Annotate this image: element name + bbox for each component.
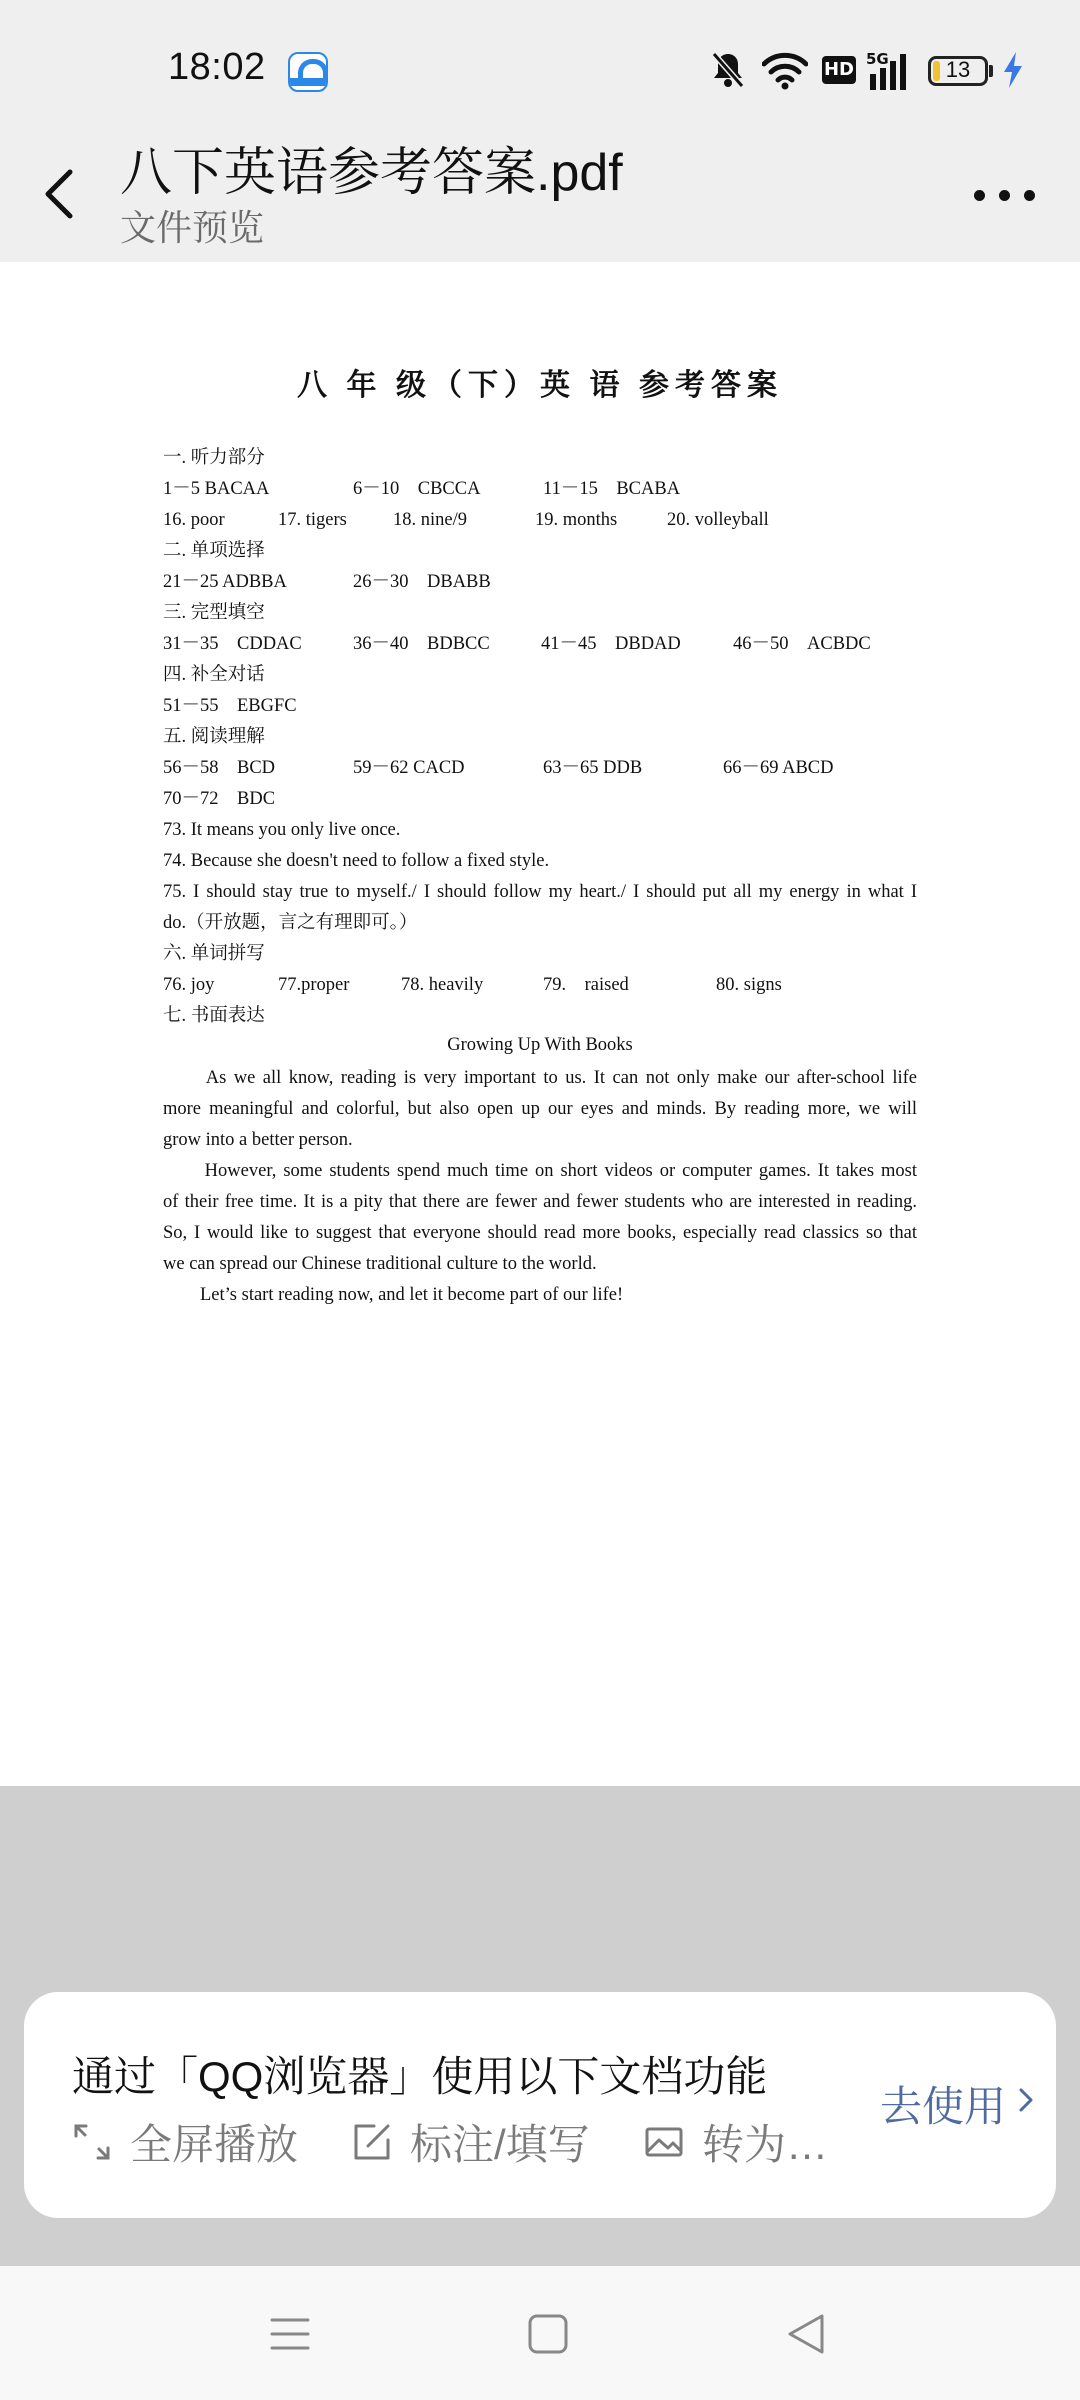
pdf-page[interactable] xyxy=(0,262,1080,1786)
status-time: 18:02 xyxy=(168,46,266,88)
essay-line: we can spread our Chinese traditional culture to the world. xyxy=(163,1254,597,1274)
answer-item: 78. heavily xyxy=(401,975,484,995)
menu-icon[interactable] xyxy=(266,2310,314,2358)
answer-item: 18. nine/9 xyxy=(393,510,467,530)
section-heading: 五. 阅读理解 xyxy=(163,727,265,747)
answer-item: 1－5 BACAA xyxy=(163,479,270,499)
fullscreen-icon xyxy=(72,2122,112,2162)
status-bar xyxy=(0,0,1080,140)
answer-row xyxy=(163,756,923,780)
answer-sentence: do.（开放题，言之有理即可。） xyxy=(163,913,418,933)
status-icons xyxy=(710,50,1040,94)
answer-item: 36－40 BDBCC xyxy=(353,634,490,654)
answer-item: 77.proper xyxy=(278,975,350,995)
wifi-icon xyxy=(762,50,808,90)
mute-bell-icon xyxy=(710,50,746,90)
prompt-title: 通过「QQ浏览器」使用以下文档功能 xyxy=(72,2053,768,2100)
feature-annotate[interactable] xyxy=(352,2112,612,2168)
edit-icon xyxy=(352,2122,392,2162)
answer-item: 66－69 ABCD xyxy=(723,758,834,778)
answer-item: 26－30 DBABB xyxy=(353,572,491,592)
app-header xyxy=(0,140,1080,262)
answer-item: 6－10 CBCCA xyxy=(353,479,481,499)
essay-line: of their free time. It is a pity that there are fewer and fewer students who are interested in reading. xyxy=(163,1192,917,1212)
battery-icon xyxy=(928,56,988,86)
feature-label: 全屏播放 xyxy=(130,2121,299,2168)
answer-row xyxy=(163,508,923,532)
image-icon xyxy=(644,2122,684,2162)
signal-5g-icon xyxy=(866,50,912,92)
battery-tip xyxy=(989,65,993,77)
answer-item: 59－62 CACD xyxy=(353,758,465,778)
answer-row xyxy=(163,973,923,997)
app-notification-icon xyxy=(288,52,328,92)
answer-row xyxy=(163,570,923,594)
answer-item: 63－65 DDB xyxy=(543,758,643,778)
back-arrow-icon xyxy=(30,154,90,234)
answer-item: 11－15 BCABA xyxy=(543,479,681,499)
feature-label: 标注/填写 xyxy=(410,2121,590,2168)
document-subtitle: 文件预览 xyxy=(120,207,265,248)
charging-icon xyxy=(1002,50,1024,90)
answer-item: 56－58 BCD xyxy=(163,758,276,778)
chevron-right-icon xyxy=(1016,2080,1036,2120)
answer-item: 16. poor xyxy=(163,510,225,530)
answer-item: 31－35 CDDAC xyxy=(163,634,302,654)
section-heading: 七. 书面表达 xyxy=(163,1006,265,1026)
battery-level: 13 xyxy=(945,57,971,82)
answer-row xyxy=(163,477,923,501)
more-icon xyxy=(974,190,985,201)
section-heading: 一. 听力部分 xyxy=(163,448,265,468)
essay-line: Let’s start reading now, and let it become part of our life! xyxy=(163,1285,624,1305)
answer-item: 21－25 ADBBA xyxy=(163,572,287,592)
feature-fullscreen[interactable] xyxy=(72,2112,312,2168)
document-heading: 八 年 级（下）英 语 参考答案 xyxy=(297,369,783,402)
go-use-button[interactable] xyxy=(880,2074,1006,2134)
answer-item: 76. joy xyxy=(163,975,215,995)
home-icon[interactable] xyxy=(524,2310,572,2358)
essay-line: more meaningful and colorful, but also open up our eyes and minds. By reading more, we will xyxy=(163,1099,917,1119)
answer-item: 51－55 EBGFC xyxy=(163,696,297,716)
answer-item: 20. volleyball xyxy=(667,510,769,530)
answer-sentence: 75. I should stay true to myself./ I should follow my heart./ I should put all my energy in what I xyxy=(163,882,917,902)
qq-browser-prompt-card[interactable] xyxy=(24,1992,1056,2218)
answer-sentence: 73. It means you only live once. xyxy=(163,820,401,840)
answer-row xyxy=(163,632,923,656)
answer-item: 41－45 DBDAD xyxy=(541,634,681,654)
hd-icon: HD xyxy=(822,56,856,84)
section-heading: 二. 单项选择 xyxy=(163,541,265,561)
back-button[interactable] xyxy=(30,154,90,234)
back-icon[interactable] xyxy=(782,2310,830,2358)
go-use-label: 去使用 xyxy=(879,2083,1006,2130)
essay-line: As we all know, reading is very important to us. It can not only make our after-school life xyxy=(163,1068,917,1088)
document-title: 八下英语参考答案.pdf xyxy=(120,144,623,202)
essay-line: So, I would like to suggest that everyone should read more books, especially read classics so that xyxy=(163,1223,917,1243)
answer-item: 70－72 BDC xyxy=(163,789,276,809)
section-heading: 六. 单词拼写 xyxy=(163,944,265,964)
section-heading: 三. 完型填空 xyxy=(163,603,265,623)
answer-item: 17. tigers xyxy=(278,510,347,530)
system-nav-bar xyxy=(0,2266,1080,2400)
answer-sentence: 74. Because she doesn't need to follow a fixed style. xyxy=(163,851,550,871)
section-heading: 四. 补全对话 xyxy=(163,665,265,685)
answer-item: 80. signs xyxy=(716,975,782,995)
essay-line: However, some students spend much time on short videos or computer games. It takes most xyxy=(163,1161,917,1181)
more-button[interactable] xyxy=(970,180,1040,210)
answer-item: 46－50 ACBDC xyxy=(733,634,871,654)
network-label: 5G xyxy=(866,50,889,68)
answer-item: 79. raised xyxy=(543,975,629,995)
essay-line: grow into a better person. xyxy=(163,1130,353,1150)
feature-label: 转为… xyxy=(702,2121,829,2168)
answer-item: 19. months xyxy=(535,510,618,530)
feature-convert[interactable] xyxy=(644,2112,844,2168)
essay-title: Growing Up With Books xyxy=(447,1035,633,1055)
